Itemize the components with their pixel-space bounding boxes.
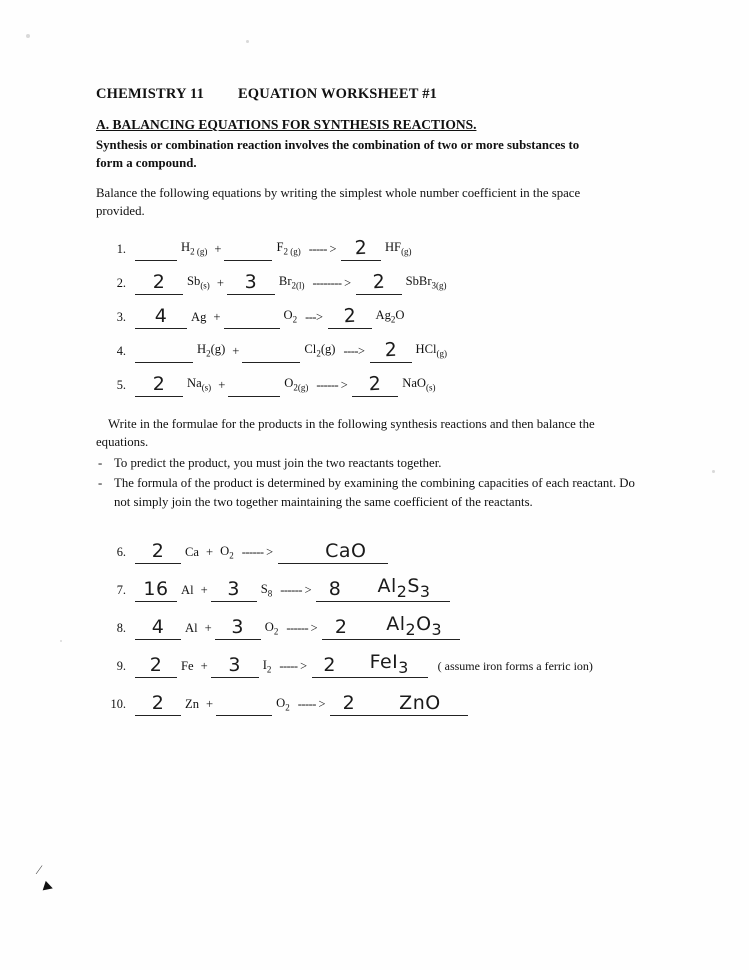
reactant-2: $O_2$ xyxy=(283,308,298,325)
handwritten-coefficient: 2 xyxy=(368,372,383,395)
handwritten-coefficient: 2 xyxy=(334,616,348,639)
coefficient-blank[interactable] xyxy=(224,245,272,261)
arrow-marker-icon xyxy=(43,881,55,893)
reactant-1: Al xyxy=(185,621,198,636)
reaction-arrow: ------ > xyxy=(280,583,312,598)
coefficient-blank[interactable] xyxy=(242,347,300,363)
equation-number: 3. xyxy=(116,309,126,324)
part2-intro xyxy=(96,415,641,512)
coefficient-blank[interactable] xyxy=(135,578,177,602)
reactant-2: $O_2$ xyxy=(220,543,234,561)
reactant-1: Zn xyxy=(185,697,199,712)
reaction-arrow: ------ > xyxy=(286,621,318,636)
handwritten-coefficient: 8 xyxy=(328,578,342,601)
reaction-arrow: ------ > xyxy=(316,377,348,392)
coefficient-blank[interactable] xyxy=(312,654,348,678)
plus-sign: + xyxy=(213,309,221,324)
coefficient-blank[interactable] xyxy=(211,654,259,678)
coefficient-blank[interactable] xyxy=(215,616,261,640)
equation-row xyxy=(96,265,656,295)
page-title xyxy=(96,86,656,103)
section-a-heading: A. BALANCING EQUATIONS FOR SYNTHESIS REACTIONS. xyxy=(96,117,477,132)
handwritten-product: CaO xyxy=(325,540,367,563)
plus-sign: + xyxy=(232,343,240,358)
coefficient-blank[interactable] xyxy=(316,578,354,602)
part2-bullet xyxy=(96,454,641,473)
reactant-1: Al xyxy=(181,583,194,598)
coefficient-blank[interactable] xyxy=(341,236,381,261)
reactant-1: Ag xyxy=(191,309,207,324)
reactant-2: $O_2$ xyxy=(276,695,290,713)
handwritten-coefficient: 16 xyxy=(143,578,169,601)
part2-bullet xyxy=(96,474,641,511)
section-a-subheading: Synthesis or combination reaction involves the combination of two or more substances to form a compound. xyxy=(96,138,580,170)
reaction-arrow: ----- > xyxy=(297,697,325,712)
reactant-2: $O_2$ xyxy=(264,619,279,637)
equation-row xyxy=(96,299,656,329)
handwritten-coefficient: 2 xyxy=(323,654,336,677)
bullet-dash: - xyxy=(98,455,103,470)
coefficient-blank[interactable] xyxy=(135,245,177,261)
plus-sign: + xyxy=(200,583,208,598)
equation-row xyxy=(96,531,656,564)
handwritten-coefficient: 2 xyxy=(152,372,166,395)
equation-row xyxy=(96,683,656,716)
worksheet-title: EQUATION WORKSHEET #1 xyxy=(237,86,438,102)
handwritten-coefficient: 2 xyxy=(151,692,165,715)
reaction-arrow: ---> xyxy=(305,309,323,324)
handwritten-coefficient: 2 xyxy=(371,270,386,293)
reactant-1: $H_2(g)$ xyxy=(197,342,226,359)
equation-number: 10. xyxy=(110,697,126,712)
coefficient-blank[interactable] xyxy=(135,540,181,564)
plus-sign: + xyxy=(200,659,208,674)
handwritten-coefficient: 2 xyxy=(342,304,357,327)
handwritten-product: FeI$_3$ xyxy=(369,650,409,677)
coefficient-blank[interactable] xyxy=(370,338,412,363)
reactant-2: $F_{2 (g)}$ xyxy=(276,240,301,257)
equation-number: 6. xyxy=(116,545,126,560)
equation-row xyxy=(96,569,656,602)
coefficient-blank[interactable] xyxy=(356,270,402,295)
product-blank[interactable] xyxy=(354,574,450,602)
coefficient-blank[interactable] xyxy=(322,616,360,640)
equation-number: 5. xyxy=(116,377,126,392)
product-blank[interactable] xyxy=(368,692,468,716)
reaction-arrow: ----- > xyxy=(308,241,336,256)
reactant-2: $O_{2(g)}$ xyxy=(284,376,309,393)
handwritten-coefficient: 2 xyxy=(152,270,166,293)
handwritten-coefficient: 2 xyxy=(383,338,398,361)
reactant-2: $I_2$ xyxy=(262,657,272,675)
product-1: NaO$_{(s)}$ xyxy=(402,376,436,393)
coefficient-blank[interactable] xyxy=(135,692,181,716)
handwritten-coefficient: 3 xyxy=(231,616,244,639)
reactant-2: $S_8$ xyxy=(260,581,273,599)
coefficient-blank[interactable] xyxy=(330,692,368,716)
product-1: SbBr$_{3(g)}$ xyxy=(405,274,447,291)
reaction-arrow: ------ > xyxy=(241,545,273,560)
reactant-2: $Cl_2(g)$ xyxy=(304,342,336,359)
plus-sign: + xyxy=(218,377,226,392)
handwritten-product: $Al_2O_3$ xyxy=(386,612,443,639)
coefficient-blank[interactable] xyxy=(135,304,187,329)
equation-row xyxy=(96,607,656,640)
plus-sign: + xyxy=(216,275,224,290)
scan-speck xyxy=(246,40,249,43)
product-blank[interactable] xyxy=(360,612,460,640)
coefficient-blank[interactable] xyxy=(227,270,275,295)
course-title: CHEMISTRY 11 xyxy=(96,86,205,102)
margin-mark: ∕ xyxy=(38,862,41,877)
handwritten-coefficient: 4 xyxy=(151,616,165,639)
coefficient-blank[interactable] xyxy=(135,372,183,397)
equation-list-part2 xyxy=(96,531,656,716)
equation-row xyxy=(96,645,656,678)
worksheet-body xyxy=(96,86,656,721)
scan-speck xyxy=(712,470,715,473)
handwritten-product: ZnO xyxy=(399,692,441,715)
reactant-2: $Br_{2(l)}$ xyxy=(278,274,305,291)
reaction-arrow: -------- > xyxy=(312,275,351,290)
equation-number: 9. xyxy=(116,659,126,674)
handwritten-coefficient: 2 xyxy=(342,692,356,715)
coefficient-blank[interactable] xyxy=(224,313,280,329)
handwritten-product: $Al_2S_3$ xyxy=(377,574,431,601)
equation-row xyxy=(96,333,656,363)
coefficient-blank[interactable] xyxy=(228,381,280,397)
equation-row xyxy=(96,367,656,397)
product-blank[interactable] xyxy=(278,540,388,564)
equation-number: 7. xyxy=(116,583,126,598)
equation-number: 2. xyxy=(116,275,126,290)
product-blank[interactable] xyxy=(348,650,428,678)
coefficient-blank[interactable] xyxy=(135,654,177,678)
plus-sign: + xyxy=(206,697,214,712)
part2-lead: Write in the formulae for the products in the following synthesis reactions and then balance the equations. xyxy=(96,416,595,450)
handwritten-coefficient: 3 xyxy=(227,578,240,601)
handwritten-coefficient: 2 xyxy=(149,654,163,677)
coefficient-blank[interactable] xyxy=(135,270,183,295)
bullet-text: To predict the product, you must join the two reactants together. xyxy=(114,455,442,470)
coefficient-blank[interactable] xyxy=(135,616,181,640)
equation-number: 1. xyxy=(116,241,126,256)
reactant-1: Ca xyxy=(185,545,199,560)
reactant-1: $H_{2 (g)}$ xyxy=(181,240,208,257)
plus-sign: + xyxy=(214,241,222,256)
equation-list-part1 xyxy=(96,231,656,397)
scan-speck xyxy=(60,640,62,642)
product-1: $HF_{(g)}$ xyxy=(384,240,412,257)
section-a-instruction: Balance the following equations by writing the simplest whole number coefficient in the space provided. xyxy=(96,186,581,219)
handwritten-coefficient: 4 xyxy=(154,304,168,327)
coefficient-blank[interactable] xyxy=(135,347,193,363)
plus-sign: + xyxy=(204,621,212,636)
reactant-1: $Na_{(s)}$ xyxy=(187,376,212,393)
equation-number: 4. xyxy=(116,343,126,358)
reaction-arrow: ----> xyxy=(343,343,365,358)
product-1: $Ag_2O$ xyxy=(375,308,405,325)
handwritten-coefficient: 3 xyxy=(228,654,241,677)
handwritten-coefficient: 2 xyxy=(151,540,165,563)
equation-number: 8. xyxy=(116,621,126,636)
coefficient-blank[interactable] xyxy=(216,700,272,716)
equation-row xyxy=(96,231,656,261)
bullet-dash: - xyxy=(98,476,103,491)
bullet-text: The formula of the product is determined by examining the combining capacities of each reactant. Do not simply join the two together maintaining the same coefficient of the reactants. xyxy=(114,476,635,509)
product-1: HCl$_{(g)}$ xyxy=(415,342,447,359)
coefficient-blank[interactable] xyxy=(328,304,372,329)
handwritten-coefficient: 3 xyxy=(244,270,258,293)
reaction-arrow: ----- > xyxy=(279,659,307,674)
coefficient-blank[interactable] xyxy=(352,372,398,397)
plus-sign: + xyxy=(206,545,214,560)
equation-note: ( assume iron forms a ferric ion) xyxy=(437,659,593,674)
reactant-1: Fe xyxy=(181,659,194,674)
reactant-1: $Sb_{(s)}$ xyxy=(187,274,210,291)
handwritten-coefficient: 2 xyxy=(354,236,368,259)
coefficient-blank[interactable] xyxy=(211,578,257,602)
scan-speck xyxy=(26,34,30,38)
